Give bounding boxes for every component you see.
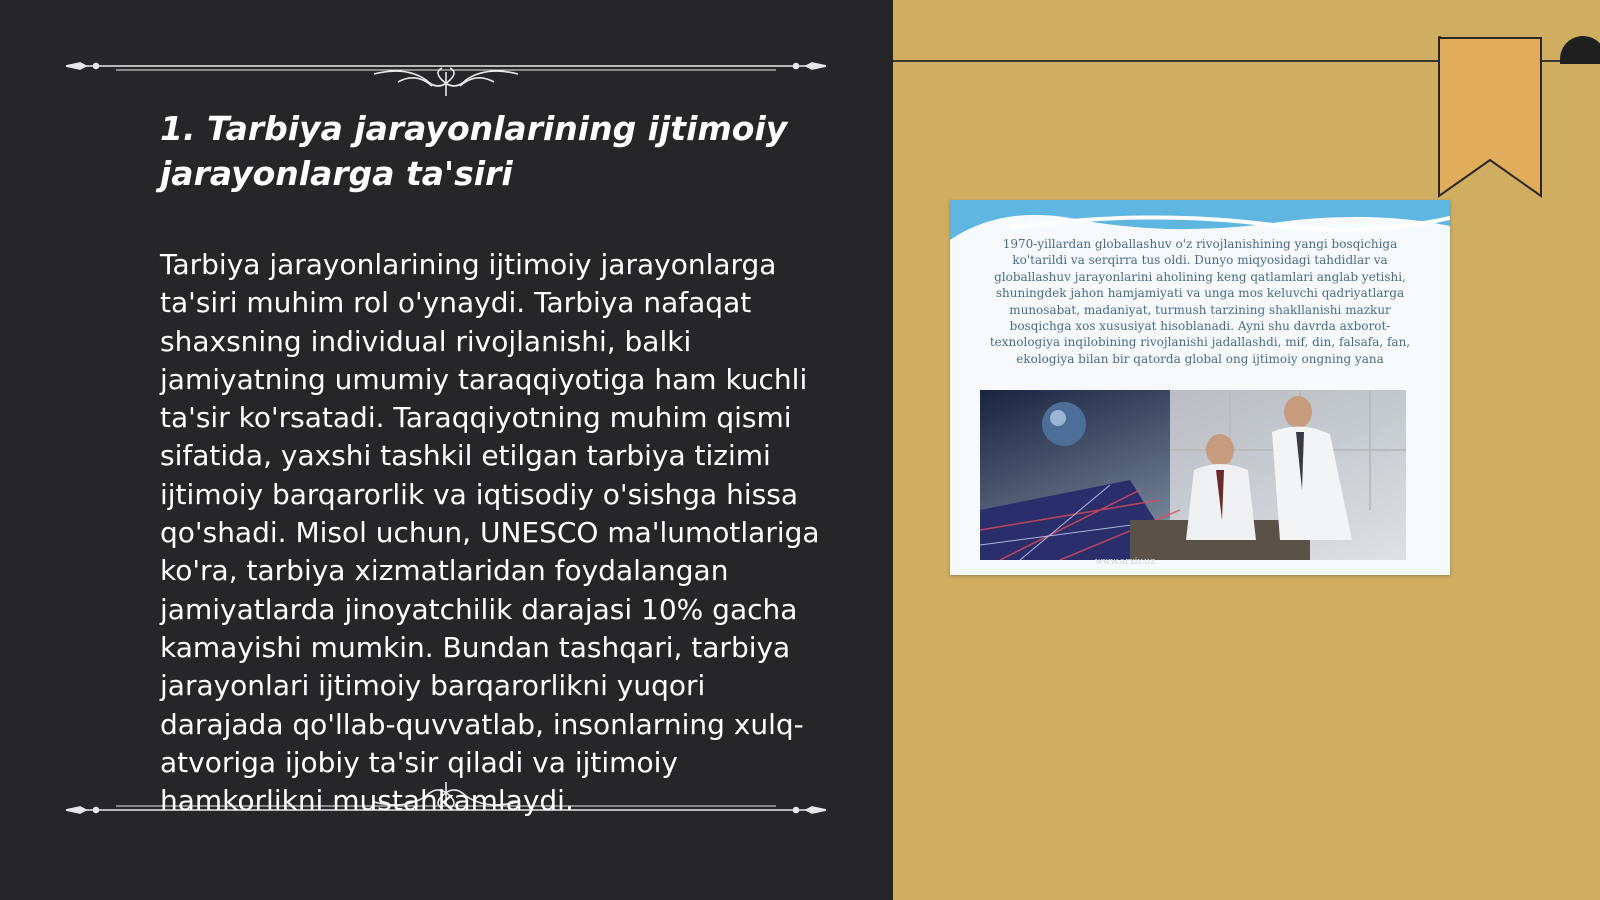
illustration-image — [950, 200, 1450, 575]
image-caption: www.arxiv.uz — [1095, 557, 1155, 567]
image-embedded-text: 1970-yillardan globallashuv o'z rivojlanishining yangi bosqichiga ko'tarildi va serqirra tus oldi. Dunyo miqyosidagi tahdidlar va globallashuv jarayonlarini aholining keng qatlamlari anglab yetishi, shuningdek jahon hamjamiyati va unga mos keluvchi qadriyatlarga munosabat, madaniyat, turmush tarzining shakllanishi mazkur bosqichga xos xususiyat hisoblanadi. Ayni shu davrda axborot-texnologiya inqilobining rivojlanishi jadallashdi, mif, din, falsafa, fan, ekologiya bilan bir qatorda global ong ijtimoiy ongning yana — [989, 237, 1411, 366]
slide-body-text: Tarbiya jarayonlarining ijtimoiy jarayonlarga ta'siri muhim rol o'ynaydi. Tarbiya nafaqat shaxsning individual rivojlanishi, balki jamiyatning umumiy taraqqiyotiga ham kuchli ta'sir ko'rsatadi. Taraqqiyotning muhim qismi sifatida, yaxshi tashkil etilgan tarbiya tizimi ijtimoiy barqarorlik va iqtisodiy o'sishga hissa qo'shadi. Misol uchun, UNESCO ma'lumotlariga ko'ra, tarbiya xizmatlaridan foydalangan jamiyatlarda jinoyatchilik darajasi 10% gacha kamayishi mumkin. Bundan tashqari, tarbiya jarayonlari ijtimoiy barqarorlikni yuqori darajada qo'llab-quvvatlab, insonlarning xulq-atvoriga ijobiy ta'sir qiladi va ijtimoiy hamkorlikni mustahkamlaydi. — [160, 248, 820, 818]
office-scene-icon — [980, 390, 1406, 560]
bookmark-ribbon-icon — [1437, 36, 1543, 198]
ornament-divider-icon — [66, 36, 826, 96]
slide-title: 1. Tarbiya jarayonlarining ijtimoiy jarayonlarga ta'siri — [160, 109, 788, 193]
